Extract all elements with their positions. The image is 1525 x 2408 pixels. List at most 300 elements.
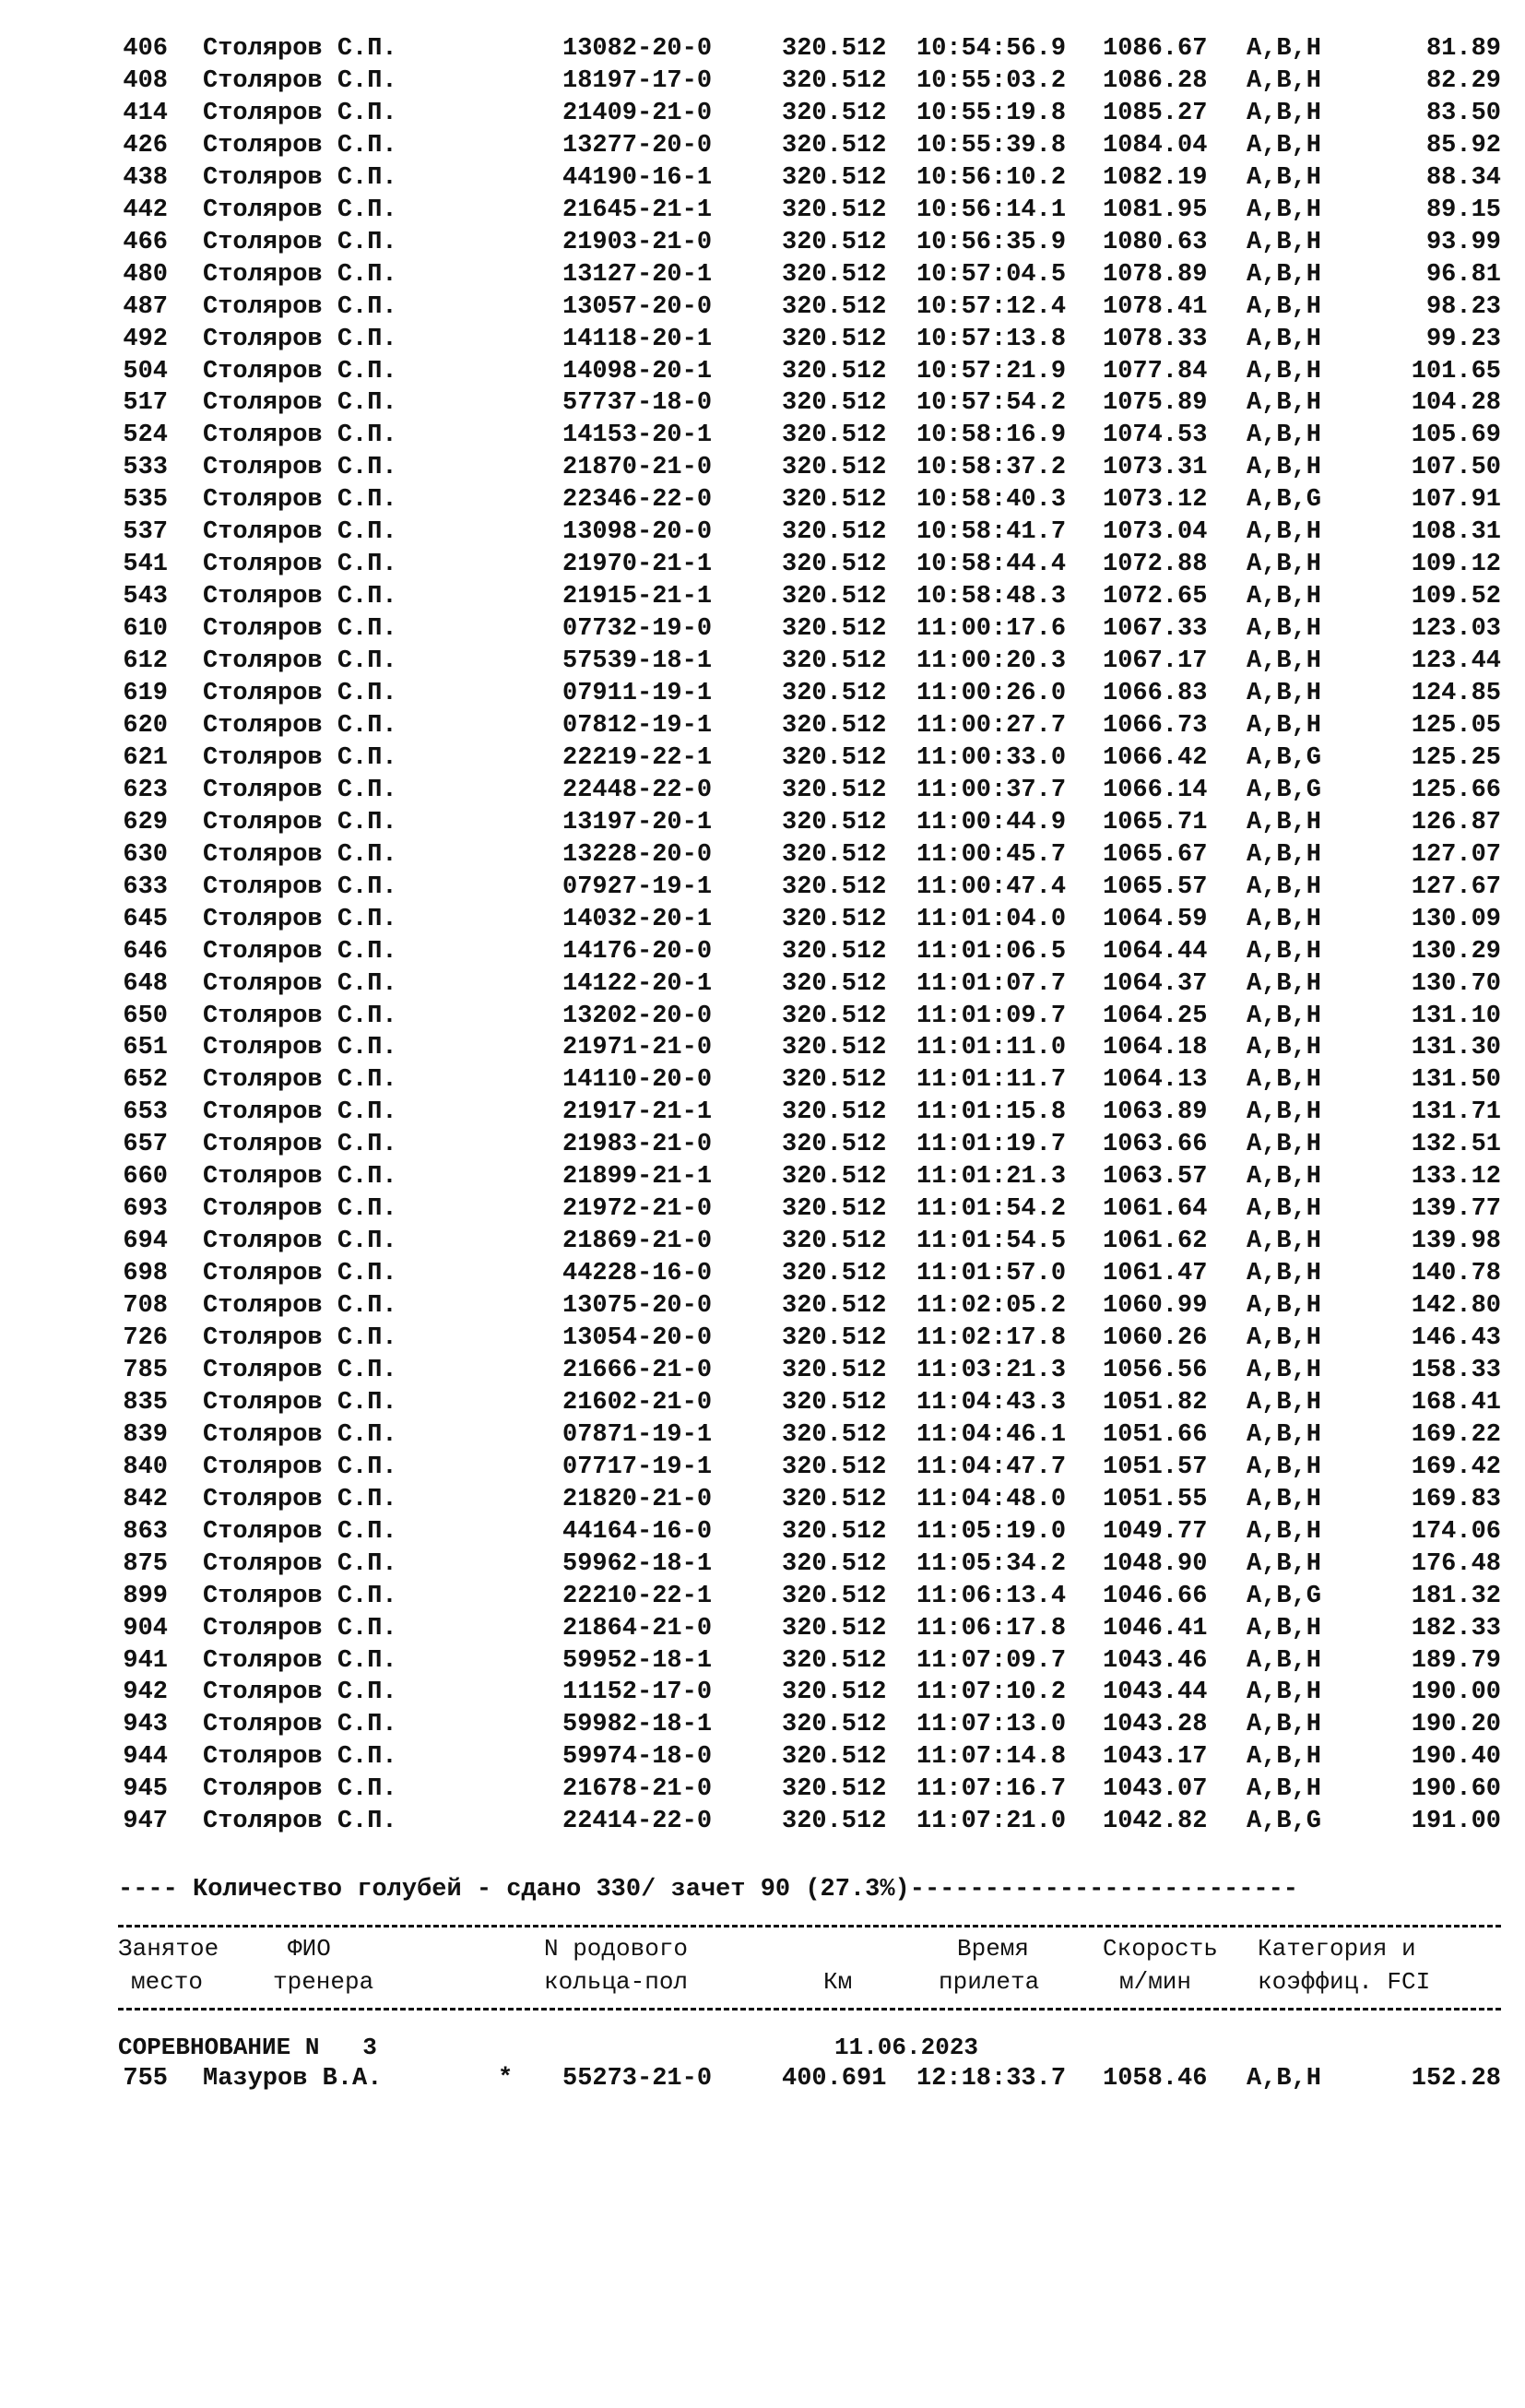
place: 543 — [123, 583, 168, 611]
category: A,B,H — [1247, 1711, 1322, 1739]
arrival-time: 11:01:21.3 — [916, 1163, 1067, 1192]
speed: 1065.71 — [1103, 808, 1208, 836]
fci-coefficient: 142.80 — [1411, 1292, 1501, 1321]
arrival-time: 11:00:27.7 — [916, 711, 1067, 740]
distance-km: 320.512 — [782, 1646, 887, 1675]
ring-number: 21903-21-0 — [562, 228, 713, 256]
fci-coefficient: 139.98 — [1411, 1228, 1501, 1256]
fci-coefficient: 174.06 — [1411, 1517, 1501, 1546]
distance-km: 320.512 — [782, 1743, 887, 1772]
speed: 1085.27 — [1103, 99, 1208, 127]
category: A,B,H — [1247, 1517, 1322, 1546]
place: 698 — [123, 1260, 168, 1288]
distance-km: 320.512 — [782, 1324, 887, 1352]
trainer-name: Столяров С.П. — [203, 840, 397, 869]
distance-km: 320.512 — [782, 357, 887, 386]
fci-coefficient: 125.66 — [1411, 776, 1501, 804]
trainer-name: Столяров С.П. — [203, 808, 397, 836]
ring-number: 13202-20-0 — [562, 1002, 713, 1030]
table-row — [0, 613, 1525, 645]
speed: 1043.17 — [1103, 1743, 1208, 1772]
ring-number: 21869-21-0 — [562, 1228, 713, 1256]
place: 941 — [123, 1646, 168, 1675]
table-row — [0, 484, 1525, 516]
arrival-time: 11:01:11.0 — [916, 1034, 1067, 1062]
table-row — [0, 1773, 1525, 1805]
table-row — [0, 65, 1525, 97]
ring-number: 07717-19-1 — [562, 1453, 713, 1481]
table-row — [0, 1581, 1525, 1612]
table-row — [0, 1226, 1525, 1257]
ring-number: 44164-16-0 — [562, 1517, 713, 1546]
ring-number: 44190-16-1 — [562, 163, 713, 192]
speed: 1080.63 — [1103, 228, 1208, 256]
distance-km: 320.512 — [782, 937, 887, 966]
place: 653 — [123, 1098, 168, 1127]
header-time-2: прилета — [939, 1968, 1040, 1996]
speed: 1061.47 — [1103, 1260, 1208, 1288]
distance-km: 320.512 — [782, 872, 887, 901]
header-ring-1: N родового — [544, 1935, 689, 1963]
fci-coefficient: 98.23 — [1425, 292, 1501, 321]
place: 414 — [123, 99, 168, 127]
speed: 1074.53 — [1103, 421, 1208, 450]
arrival-time: 11:02:17.8 — [916, 1324, 1067, 1352]
distance-km: 400.691 — [782, 2065, 887, 2093]
trainer-name: Столяров С.П. — [203, 1614, 397, 1643]
trainer-name: Столяров С.П. — [203, 292, 397, 321]
table-row — [0, 291, 1525, 323]
category: A,B,H — [1247, 1228, 1322, 1256]
header-name-1: ФИО — [288, 1935, 331, 1963]
speed: 1081.95 — [1103, 196, 1208, 224]
fci-coefficient: 107.50 — [1411, 454, 1501, 482]
category: A,B,H — [1247, 1034, 1322, 1062]
ring-number: 14176-20-0 — [562, 937, 713, 966]
distance-km: 320.512 — [782, 389, 887, 418]
arrival-time: 11:07:16.7 — [916, 1775, 1067, 1804]
table-row — [0, 420, 1525, 451]
header-ring-2: кольца-пол — [544, 1968, 689, 1996]
table-row — [0, 1419, 1525, 1451]
fci-coefficient: 176.48 — [1411, 1549, 1501, 1578]
category: A,B,H — [1247, 615, 1322, 644]
speed: 1058.46 — [1103, 2065, 1208, 2093]
category: A,B,G — [1247, 776, 1322, 804]
speed: 1078.89 — [1103, 260, 1208, 289]
header-place-1: Занятое — [118, 1935, 219, 1963]
category: A,B,H — [1247, 228, 1322, 256]
speed: 1064.18 — [1103, 1034, 1208, 1062]
table-row — [0, 678, 1525, 709]
mark: * — [498, 2065, 514, 2093]
table-row — [0, 1645, 1525, 1677]
fci-coefficient: 146.43 — [1411, 1324, 1501, 1352]
ring-number: 21983-21-0 — [562, 1131, 713, 1159]
distance-km: 320.512 — [782, 743, 887, 772]
place: 726 — [123, 1324, 168, 1352]
category: A,B,H — [1247, 35, 1322, 63]
summary-line: ---- Количество голубей - сдано 330/ зачет 90 (27.3%)-------------------------- — [118, 1876, 1299, 1904]
distance-km: 320.512 — [782, 905, 887, 933]
table-row — [0, 710, 1525, 741]
ring-number: 21864-21-0 — [562, 1614, 713, 1643]
place: 537 — [123, 518, 168, 547]
place: 657 — [123, 1131, 168, 1159]
fci-coefficient: 133.12 — [1411, 1163, 1501, 1192]
speed: 1043.46 — [1103, 1646, 1208, 1675]
ring-number: 44228-16-0 — [562, 1260, 713, 1288]
distance-km: 320.512 — [782, 1260, 887, 1288]
distance-km: 320.512 — [782, 1582, 887, 1610]
fci-coefficient: 140.78 — [1411, 1260, 1501, 1288]
place: 426 — [123, 131, 168, 160]
category: A,B,H — [1247, 518, 1322, 547]
speed: 1064.25 — [1103, 1002, 1208, 1030]
distance-km: 320.512 — [782, 680, 887, 707]
category: A,B,H — [1247, 808, 1322, 836]
category: A,B,H — [1247, 840, 1322, 869]
category: A,B,H — [1247, 260, 1322, 289]
distance-km: 320.512 — [782, 163, 887, 192]
trainer-name: Столяров С.П. — [203, 647, 397, 676]
place: 619 — [123, 680, 168, 707]
category: A,B,H — [1247, 2065, 1322, 2093]
distance-km: 320.512 — [782, 228, 887, 256]
arrival-time: 11:03:21.3 — [916, 1356, 1067, 1384]
arrival-time: 10:57:12.4 — [916, 292, 1067, 321]
place: 533 — [123, 454, 168, 482]
place: 524 — [123, 421, 168, 450]
trainer-name: Столяров С.П. — [203, 1678, 397, 1707]
fci-coefficient: 105.69 — [1411, 421, 1501, 450]
ring-number: 13197-20-1 — [562, 808, 713, 836]
category: A,B,H — [1247, 1260, 1322, 1288]
trainer-name: Столяров С.П. — [203, 35, 397, 63]
category: A,B,H — [1247, 1614, 1322, 1643]
ring-number: 07927-19-1 — [562, 872, 713, 901]
arrival-time: 11:07:09.7 — [916, 1646, 1067, 1675]
place: 438 — [123, 163, 168, 192]
category: A,B,G — [1247, 1808, 1322, 1836]
speed: 1078.41 — [1103, 292, 1208, 321]
place: 406 — [123, 35, 168, 63]
ring-number: 57539-18-1 — [562, 647, 713, 676]
category: A,B,H — [1247, 1549, 1322, 1578]
trainer-name: Столяров С.П. — [203, 1453, 397, 1481]
trainer-name: Столяров С.П. — [203, 99, 397, 127]
table-row — [0, 1741, 1525, 1773]
trainer-name: Столяров С.П. — [203, 1356, 397, 1384]
arrival-time: 10:56:10.2 — [916, 163, 1067, 192]
category: A,B,H — [1247, 1131, 1322, 1159]
fci-coefficient: 81.89 — [1425, 35, 1501, 63]
category: A,B,H — [1247, 711, 1322, 740]
distance-km: 320.512 — [782, 1388, 887, 1417]
category: A,B,H — [1247, 647, 1322, 676]
speed: 1060.99 — [1103, 1292, 1208, 1321]
table-row — [0, 259, 1525, 291]
fci-coefficient: 126.87 — [1411, 808, 1501, 836]
speed: 1064.13 — [1103, 1066, 1208, 1095]
distance-km: 320.512 — [782, 454, 887, 482]
trainer-name: Столяров С.П. — [203, 711, 397, 740]
place: 863 — [123, 1517, 168, 1546]
trainer-name: Столяров С.П. — [203, 454, 397, 482]
trainer-name: Столяров С.П. — [203, 1517, 397, 1546]
arrival-time: 10:58:40.3 — [916, 486, 1067, 515]
speed: 1075.89 — [1103, 389, 1208, 418]
fci-coefficient: 152.28 — [1411, 2065, 1501, 2093]
distance-km: 320.512 — [782, 583, 887, 611]
arrival-time: 11:01:54.2 — [916, 1195, 1067, 1224]
category: A,B,H — [1247, 1388, 1322, 1417]
category: A,B,H — [1247, 1002, 1322, 1030]
category: A,B,H — [1247, 325, 1322, 353]
arrival-time: 11:01:19.7 — [916, 1131, 1067, 1159]
place: 645 — [123, 905, 168, 933]
table-row — [0, 452, 1525, 483]
speed: 1084.04 — [1103, 131, 1208, 160]
trainer-name: Столяров С.П. — [203, 743, 397, 772]
table-row — [0, 1677, 1525, 1708]
speed: 1064.44 — [1103, 937, 1208, 966]
arrival-time: 10:58:16.9 — [916, 421, 1067, 450]
trainer-name: Столяров С.П. — [203, 1292, 397, 1321]
trainer-name: Столяров С.П. — [203, 1646, 397, 1675]
fci-coefficient: 88.34 — [1425, 163, 1501, 192]
ring-number: 59982-18-1 — [562, 1711, 713, 1739]
distance-km: 320.512 — [782, 421, 887, 450]
speed: 1051.57 — [1103, 1453, 1208, 1481]
speed: 1073.31 — [1103, 454, 1208, 482]
speed: 1061.62 — [1103, 1228, 1208, 1256]
trainer-name: Столяров С.П. — [203, 131, 397, 160]
place: 840 — [123, 1453, 168, 1481]
ring-number: 13057-20-0 — [562, 292, 713, 321]
distance-km: 320.512 — [782, 840, 887, 869]
ring-number: 22448-22-0 — [562, 776, 713, 804]
ring-number: 13228-20-0 — [562, 840, 713, 869]
ring-number: 21917-21-1 — [562, 1098, 713, 1127]
distance-km: 320.512 — [782, 1163, 887, 1192]
category: A,B,H — [1247, 1195, 1322, 1224]
ring-number: 21899-21-1 — [562, 1163, 713, 1192]
arrival-time: 11:04:48.0 — [916, 1485, 1067, 1513]
trainer-name: Столяров С.П. — [203, 551, 397, 579]
table-row — [0, 1064, 1525, 1096]
speed: 1042.82 — [1103, 1808, 1208, 1836]
distance-km: 320.512 — [782, 486, 887, 515]
trainer-name: Столяров С.П. — [203, 1485, 397, 1513]
table-row — [0, 1548, 1525, 1580]
ring-number: 14032-20-1 — [562, 905, 713, 933]
category: A,B,H — [1247, 1066, 1322, 1095]
arrival-time: 10:55:39.8 — [916, 131, 1067, 160]
table-row — [0, 1355, 1525, 1386]
trainer-name: Столяров С.П. — [203, 357, 397, 386]
speed: 1066.83 — [1103, 680, 1208, 707]
category: A,B,H — [1247, 66, 1322, 95]
category: A,B,H — [1247, 1485, 1322, 1513]
arrival-time: 10:56:35.9 — [916, 228, 1067, 256]
place: 442 — [123, 196, 168, 224]
ring-number: 07812-19-1 — [562, 711, 713, 740]
distance-km: 320.512 — [782, 1420, 887, 1449]
arrival-time: 11:00:26.0 — [916, 680, 1067, 707]
place: 408 — [123, 66, 168, 95]
ring-number: 22219-22-1 — [562, 743, 713, 772]
distance-km: 320.512 — [782, 196, 887, 224]
place: 492 — [123, 325, 168, 353]
competition-label: СОРЕВНОВАНИЕ N 3 — [118, 2034, 377, 2061]
arrival-time: 11:04:46.1 — [916, 1420, 1067, 1449]
table-row — [0, 324, 1525, 355]
table-row — [0, 1032, 1525, 1063]
fci-coefficient: 127.07 — [1411, 840, 1501, 869]
ring-number: 14122-20-1 — [562, 969, 713, 998]
place: 839 — [123, 1420, 168, 1449]
fci-coefficient: 124.85 — [1411, 680, 1501, 707]
distance-km: 320.512 — [782, 131, 887, 160]
arrival-time: 10:58:44.4 — [916, 551, 1067, 579]
trainer-name: Столяров С.П. — [203, 389, 397, 418]
fci-coefficient: 101.65 — [1411, 357, 1501, 386]
table-row — [0, 98, 1525, 129]
ring-number: 21678-21-0 — [562, 1775, 713, 1804]
header-km: Км — [823, 1968, 853, 1996]
fci-coefficient: 83.50 — [1425, 99, 1501, 127]
place: 630 — [123, 840, 168, 869]
arrival-time: 10:56:14.1 — [916, 196, 1067, 224]
arrival-time: 11:00:45.7 — [916, 840, 1067, 869]
arrival-time: 10:55:19.8 — [916, 99, 1067, 127]
speed: 1082.19 — [1103, 163, 1208, 192]
speed: 1051.55 — [1103, 1485, 1208, 1513]
category: A,B,H — [1247, 872, 1322, 901]
place: 835 — [123, 1388, 168, 1417]
arrival-time: 11:01:06.5 — [916, 937, 1067, 966]
table-row — [0, 1452, 1525, 1483]
category: A,B,H — [1247, 389, 1322, 418]
place: 904 — [123, 1614, 168, 1643]
trainer-name: Столяров С.П. — [203, 1324, 397, 1352]
table-row — [0, 1484, 1525, 1515]
distance-km: 320.512 — [782, 1002, 887, 1030]
distance-km: 320.512 — [782, 1292, 887, 1321]
table-row — [0, 387, 1525, 419]
speed: 1072.88 — [1103, 551, 1208, 579]
category: A,B,H — [1247, 292, 1322, 321]
trainer-name: Столяров С.П. — [203, 66, 397, 95]
trainer-name: Столяров С.П. — [203, 1775, 397, 1804]
trainer-name: Столяров С.П. — [203, 421, 397, 450]
speed: 1065.67 — [1103, 840, 1208, 869]
fci-coefficient: 104.28 — [1411, 389, 1501, 418]
speed: 1060.26 — [1103, 1324, 1208, 1352]
place: 942 — [123, 1678, 168, 1707]
distance-km: 320.512 — [782, 1711, 887, 1739]
speed: 1061.64 — [1103, 1195, 1208, 1224]
place: 694 — [123, 1228, 168, 1256]
fci-coefficient: 108.31 — [1411, 518, 1501, 547]
distance-km: 320.512 — [782, 969, 887, 998]
fci-coefficient: 169.42 — [1411, 1453, 1501, 1481]
table-row — [0, 1387, 1525, 1418]
fci-coefficient: 96.81 — [1425, 260, 1501, 289]
fci-coefficient: 191.00 — [1411, 1808, 1501, 1836]
place: 535 — [123, 486, 168, 515]
table-row — [0, 195, 1525, 226]
speed: 1064.59 — [1103, 905, 1208, 933]
place: 648 — [123, 969, 168, 998]
category: A,B,H — [1247, 1646, 1322, 1675]
arrival-time: 11:01:15.8 — [916, 1098, 1067, 1127]
place: 504 — [123, 357, 168, 386]
fci-coefficient: 131.10 — [1411, 1002, 1501, 1030]
fci-coefficient: 131.71 — [1411, 1098, 1501, 1127]
place: 755 — [123, 2065, 168, 2093]
fci-coefficient: 182.33 — [1411, 1614, 1501, 1643]
category: A,B,H — [1247, 1775, 1322, 1804]
distance-km: 320.512 — [782, 1195, 887, 1224]
arrival-time: 11:05:19.0 — [916, 1517, 1067, 1546]
place: 944 — [123, 1743, 168, 1772]
ring-number: 13127-20-1 — [562, 260, 713, 289]
fci-coefficient: 169.83 — [1411, 1485, 1501, 1513]
distance-km: 320.512 — [782, 66, 887, 95]
speed: 1048.90 — [1103, 1549, 1208, 1578]
fci-coefficient: 123.03 — [1411, 615, 1501, 644]
ring-number: 22414-22-0 — [562, 1808, 713, 1836]
speed: 1056.56 — [1103, 1356, 1208, 1384]
trainer-name: Столяров С.П. — [203, 1098, 397, 1127]
arrival-time: 11:01:57.0 — [916, 1260, 1067, 1288]
category: A,B,H — [1247, 454, 1322, 482]
distance-km: 320.512 — [782, 99, 887, 127]
arrival-time: 11:00:37.7 — [916, 776, 1067, 804]
fci-coefficient: 130.29 — [1411, 937, 1501, 966]
speed: 1067.33 — [1103, 615, 1208, 644]
table-row — [0, 33, 1525, 65]
arrival-time: 11:01:54.5 — [916, 1228, 1067, 1256]
table-row — [0, 162, 1525, 194]
place: 629 — [123, 808, 168, 836]
ring-number: 14118-20-1 — [562, 325, 713, 353]
speed: 1067.17 — [1103, 647, 1208, 676]
arrival-time: 11:00:17.6 — [916, 615, 1067, 644]
table-row — [0, 1258, 1525, 1289]
speed: 1073.04 — [1103, 518, 1208, 547]
place: 633 — [123, 872, 168, 901]
table-row — [0, 516, 1525, 548]
fci-coefficient: 131.50 — [1411, 1066, 1501, 1095]
fci-coefficient: 127.67 — [1411, 872, 1501, 901]
distance-km: 320.512 — [782, 1356, 887, 1384]
ring-number: 13082-20-0 — [562, 35, 713, 63]
arrival-time: 11:01:09.7 — [916, 1002, 1067, 1030]
place: 693 — [123, 1195, 168, 1224]
arrival-time: 11:00:20.3 — [916, 647, 1067, 676]
ring-number: 59952-18-1 — [562, 1646, 713, 1675]
fci-coefficient: 139.77 — [1411, 1195, 1501, 1224]
speed: 1086.28 — [1103, 66, 1208, 95]
trainer-name: Столяров С.П. — [203, 1743, 397, 1772]
ring-number: 13054-20-0 — [562, 1324, 713, 1352]
header-top-divider — [118, 1925, 1501, 1928]
trainer-name: Столяров С.П. — [203, 1034, 397, 1062]
trainer-name: Столяров С.П. — [203, 1195, 397, 1224]
